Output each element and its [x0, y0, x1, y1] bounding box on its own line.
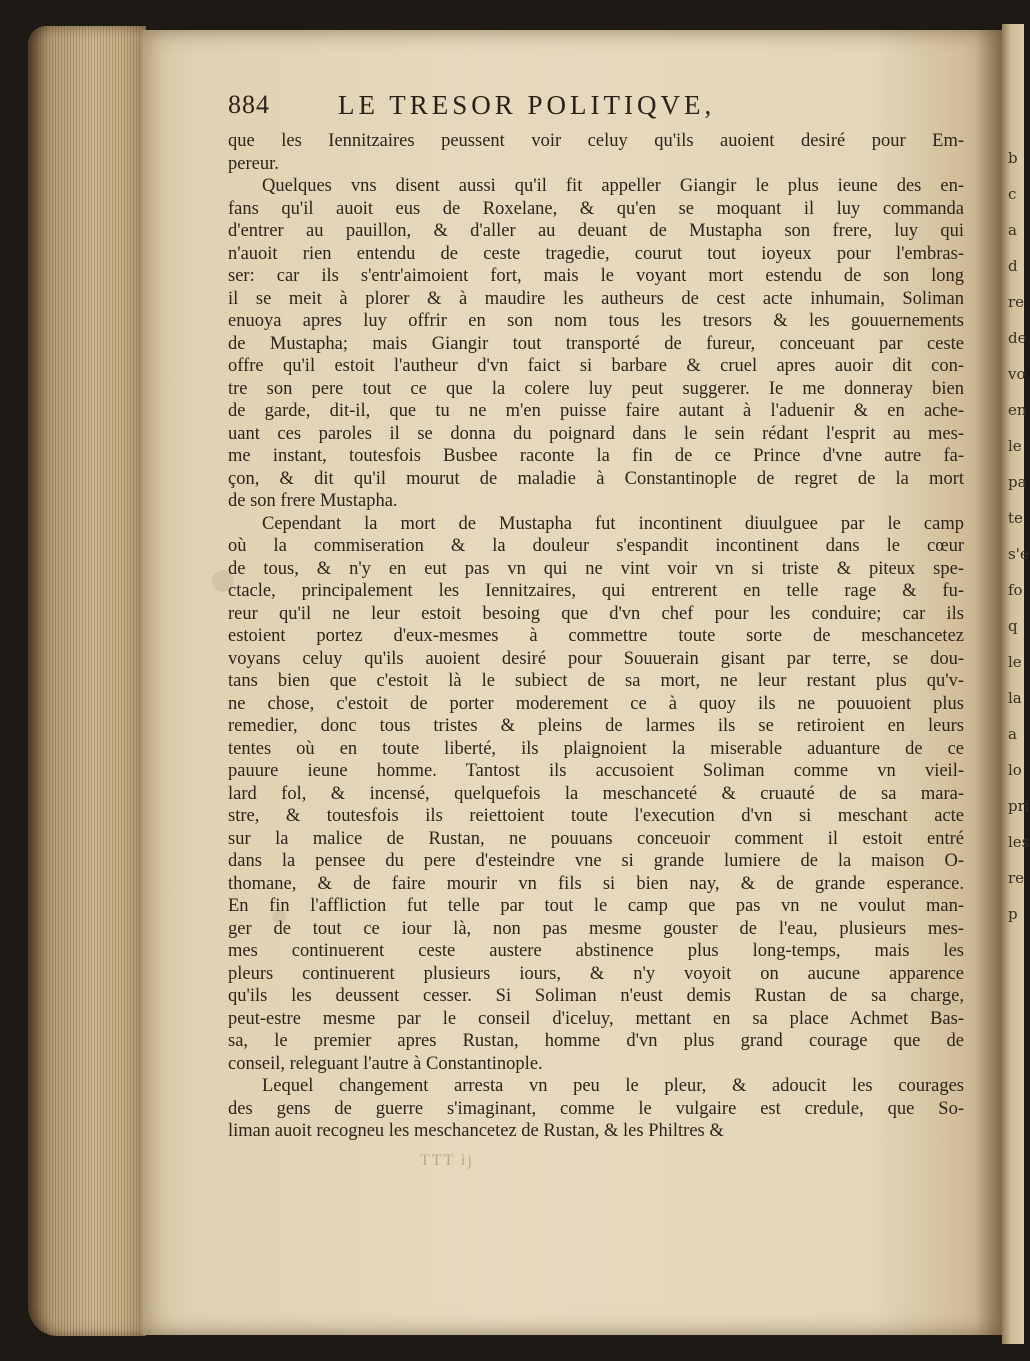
next-page-fragment: q [1008, 617, 1018, 635]
page-number: 884 [228, 90, 270, 119]
next-page-fragment: te [1008, 509, 1023, 527]
text-line: dans la pensee du pere d'esteindre vne si grande lumiere de la maison O- [228, 851, 964, 871]
next-page-fragment: b [1008, 149, 1018, 167]
text-line: estoient portez d'eux-mesmes à commettre toute sorte de meschancetez [228, 626, 964, 646]
text-line: mes continuerent ceste austere abstinence plus long-temps, mais les [228, 941, 964, 961]
text-line: pauure ieune homme. Tantost ils accusoient Soliman comme vn vieil- [228, 761, 964, 781]
next-page-fragment: a [1008, 725, 1017, 743]
text-line: tentes où en toute liberté, ils plaignoient la miserable aduanture de ce [228, 738, 964, 759]
page-block-edge [28, 26, 146, 1336]
text-line: offre qu'il estoit l'autheur d'vn faict si barbare & cruel apres auoir dit con- [228, 356, 964, 376]
text-line: conseil, releguant l'autre à Constantinople. [228, 1053, 543, 1074]
next-page-fragment: la [1008, 689, 1022, 707]
next-page-fragments [1008, 140, 1030, 932]
text-line: tans bien que c'estoit là le subiect de sa mort, ne leur restant plus qu'v- [228, 671, 964, 691]
text-line: voyans celuy qu'ils auoient desiré pour Souuerain gisant par terre, se dou- [228, 648, 964, 669]
text-line: me instant, toutesfois Busbee raconte la fin de ce Prince d'vne autre fa- [228, 446, 964, 466]
next-page-fragment: le [1008, 653, 1022, 671]
text-line: Cependant la mort de Mustapha fut incontinent diuulguee par le camp [262, 513, 964, 534]
text-line: de Mustapha; mais Giangir tout transporté de fureur, conceuant par ceste [228, 333, 964, 354]
text-line: qu'ils les deussent cesser. Si Soliman n'eust demis Rustan de sa charge, [228, 986, 964, 1006]
text-line: ctacle, principalement les Iennitzaires, qui entrerent en telle rage & fu- [228, 581, 964, 601]
text-line: lard fol, & incensé, quelquefois la meschanceté & cruauté de sa mara- [228, 783, 964, 804]
text-line: uant ces paroles il se donna du poignard dans le sein rédant l'esprit au mes- [228, 423, 964, 444]
text-line: de son frere Mustapha. [228, 491, 398, 511]
next-page-fragment: en [1008, 401, 1027, 419]
text-line: Lequel changement arresta vn peu le pleur, & adoucit les courages [262, 1076, 964, 1096]
next-page-fragment: le [1008, 437, 1022, 455]
text-line: çon, & dit qu'il mourut de maladie à Constantinople de regret de la mort [228, 468, 964, 489]
next-page-fragment: p [1008, 905, 1018, 923]
next-page-fragment: lo [1008, 761, 1022, 779]
text-line: fans qu'il auoit eus de Roxelane, & qu'en se moquant il luy commanda [228, 198, 964, 219]
text-line: sa, le premier apres Rustan, homme d'vn plus grand courage que de [228, 1031, 964, 1051]
text-line: de tous, & n'y en eut pas vn qui ne vint voir vn si triste & piteux spe- [228, 558, 964, 579]
text-line: des gens de guerre s'imaginant, comme le vulgaire est credule, que So- [228, 1098, 964, 1119]
next-page-fragment: re [1008, 869, 1025, 887]
next-page-fragment: de [1008, 329, 1027, 347]
next-page-fragment: pa [1008, 473, 1027, 491]
next-page-fragment: a [1008, 221, 1017, 239]
text-line: En fin l'affliction fut telle par tout le camp que pas vn ne voulut man- [228, 896, 964, 916]
text-line: ne chose, c'estoit de porter moderement ce à quoy ils ne pouuoient plus [228, 693, 964, 714]
text-line: peut-estre mesme par le conseil d'iceluy, mettant en sa place Achmet Bas- [228, 1008, 964, 1029]
text-line: stre, & toutesfois ils reiettoient toute l'execution d'vn si meschant acte [228, 806, 964, 826]
next-page-fragment: vo [1008, 365, 1026, 383]
page-header [228, 90, 868, 124]
text-line: Quelques vns disent aussi qu'il fit appeller Giangir le plus ieune des en- [262, 176, 964, 196]
next-page-fragment: pri [1008, 797, 1030, 815]
text-line: ger de tout ce iour là, non pas mesme gouster de l'eau, plusieurs mes- [228, 918, 964, 939]
text-line: pereur. [228, 153, 279, 174]
text-line: reur qu'il ne leur estoit besoing que d'vn chef pour les conduire; car ils [228, 603, 964, 624]
next-page-fragment: c [1008, 185, 1017, 203]
text-line: il se meit à plorer & à maudire les autheurs de cest acte inhumain, Soliman [228, 288, 964, 309]
text-line: ser: car ils s'entr'aimoient fort, mais le voyant mort estendu de son long [228, 266, 964, 286]
text-line: de garde, dit-il, que tu ne m'en puisse faire autant à l'aduenir & en ache- [228, 401, 964, 421]
text-line: remedier, donc tous tristes & pleins de larmes ils se retiroient en leurs [228, 716, 964, 736]
next-page-fragment: fo [1008, 581, 1023, 599]
text-line: thomane, & de faire mourir vn fils si bien nay, & de grande esperance. [228, 873, 964, 894]
text-line: où la commiseration & la douleur s'espandit incontinent dans le cœur [228, 536, 964, 556]
text-line: enuoya apres luy offrir en son nom tous les tresors & les gouuernements [228, 311, 964, 331]
text-line: tre son pere tout ce que la colere luy peut suggerer. Ie me donneray bien [228, 378, 964, 399]
body-text [228, 130, 964, 1143]
text-line: liman auoit recogneu les meschancetez de Rustan, & les Philtres & [228, 1121, 724, 1141]
next-page-fragment: d [1008, 257, 1018, 275]
text-line: n'auoit rien entendu de ceste tragedie, courut tout ioyeux pour l'embras- [228, 243, 964, 264]
next-page-fragment: les [1008, 833, 1030, 851]
signature-mark: TTT ij [420, 1152, 474, 1169]
next-page-fragment: s'e [1008, 545, 1029, 563]
text-line: pleurs continuerent plusieurs iours, & n'y voyoit on aucune apparence [228, 963, 964, 984]
text-line: d'entrer au pauillon, & d'aller au deuant de Mustapha son frere, luy qui [228, 221, 964, 241]
running-title: LE TRESOR POLITIQVE, [338, 90, 716, 120]
text-line: sur la malice de Rustan, ne pouuans conceuoir comment il estoit entré [228, 828, 964, 849]
text-line: que les Iennitzaires peussent voir celuy qu'ils auoient desiré pour Em- [228, 131, 964, 151]
next-page-fragment: re [1008, 293, 1025, 311]
